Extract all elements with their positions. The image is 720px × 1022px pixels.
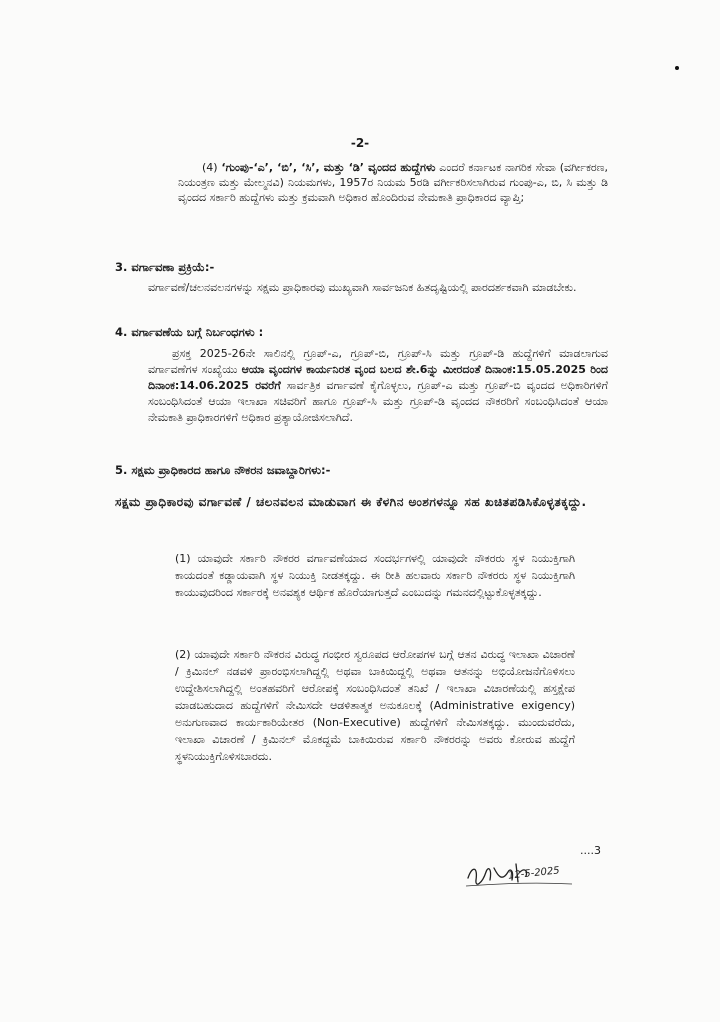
item-4-text: ಎಂದರೆ ಕರ್ನಾಟಕ ನಾಗರಿಕ ಸೇವಾ (ವರ್ಗೀಕರಣ, ನಿಯಂತ್ರಣ ಮತ್ತು ಮೇಲ್ಮನವಿ) ನಿಯಮಗಳು, 1957ರ ನಿಯಮ 5ರಡಿ ವರ್ಗೀಕರಿಸಲಾಗಿರುವ ಗುಂಪು-ಎ, ಬಿ, ಸಿ ಮತ್ತು ಡಿ ವೃಂದದ ಸರ್ಕಾರಿ ಹುದ್ದೆಗಳು ಮತ್ತು ಕ್ರಮವಾಗಿ ಅಧಿಕಾರ ಹೊಂದಿರುವ ನೇಮಕಾತಿ ಪ್ರಾಧಿಕಾರದ ವ್ಯಾಪ್ತಿ; [178, 161, 609, 204]
signature-date: 12-5-2025 [507, 865, 561, 882]
section-4-text-a: ಪ್ರಸಕ್ತ 2025-26ನೇ ಸಾಲಿನಲ್ಲಿ ಗ್ರೂಪ್-ಎ, ಗ್ರೂಪ್-ಬಿ, ಗ್ರೂಪ್-ಸಿ ಮತ್ತು ಗ್ರೂಪ್-ಡಿ ಹುದ್ದೆಗಳಿಗೆ ಮಾಡಲಾಗುವ ವರ್ಗಾವಣೆಗಳ ಸಂಖ್ಯೆಯು [148, 347, 608, 376]
section-3-heading: 3. ವರ್ಗಾವಣಾ ಪ್ರಕ್ರಿಯೆ:- [115, 260, 215, 274]
page-number: -2- [350, 136, 370, 150]
section-5-intro: ಸಕ್ಷಮ ಪ್ರಾಧಿಕಾರವು ವರ್ಗಾವಣೆ / ಚಲನವಲನ ಮಾಡುವಾಗ ಈ ಕೆಳಗಿನ ಅಂಶಗಳನ್ನೂ ಸಹ ಖಚಿತಪಡಿಸಿಕೊಳ್ಳತಕ್ಕದ್ದು. [115, 495, 587, 509]
item-4-title: ‘ಗುಂಪು-‘ಎ’, ‘ಬಿ’, ‘ಸಿ’, ಮತ್ತು ‘ಡಿ’ ವೃಂದದ ಹುದ್ದೆಗಳು [221, 161, 436, 174]
item-4-paragraph [178, 160, 608, 205]
section-5-heading: 5. ಸಕ್ಷಮ ಪ್ರಾಧಿಕಾರದ ಹಾಗೂ ನೌಕರನ ಜವಾಬ್ದಾರಿಗಳು:- [115, 463, 331, 477]
speck-mark [675, 66, 679, 70]
item-4-number: (4) [202, 161, 218, 174]
section-4-heading: 4. ವರ್ಗಾವಣೆಯ ಬಗ್ಗೆ ನಿರ್ಬಂಧಗಳು : [115, 325, 264, 339]
section-5-point-1: (1) ಯಾವುದೇ ಸರ್ಕಾರಿ ನೌಕರರ ವರ್ಗಾವಣೆಯಾದ ಸಂದರ್ಭಗಳಲ್ಲಿ ಯಾವುದೇ ನೌಕರರು ಸ್ಥಳ ನಿಯುಕ್ತಿಗಾಗಿ ಕಾಯದಂತೆ ಕಡ್ಡಾಯವಾಗಿ ಸ್ಥಳ ನಿಯುಕ್ತಿ ನೀಡತಕ್ಕದ್ದು. ಈ ರೀತಿ ಹಲವಾರು ಸರ್ಕಾರಿ ನೌಕರರು ಸ್ಥಳ ನಿಯುಕ್ತಿಗಾಗಿ ಕಾಯುವುದರಿಂದ ಸರ್ಕಾರಕ್ಕೆ ಅನವಶ್ಯಕ ಆರ್ಥಿಕ ಹೊರೆಯಾಗುತ್ತದೆ ಎಂಬುದನ್ನು ಗಮನದಲ್ಲಿಟ್ಟುಕೊಳ್ಳತಕ್ಕದ್ದು. [175, 552, 575, 599]
section-4-text-b: ಸಾರ್ವತ್ರಿಕ ವರ್ಗಾವಣೆ ಕೈಗೊಳ್ಳಲು, ಗ್ರೂಪ್-ಎ ಮತ್ತು ಗ್ರೂಪ್-ಬಿ ವೃಂದದ ಅಧಿಕಾರಿಗಳಿಗೆ ಸಂಬಂಧಿಸಿದಂತೆ ಆಯಾ ಇಲಾಖಾ ಸಚಿವರಿಗೆ ಹಾಗೂ ಗ್ರೂಪ್-ಸಿ ಮತ್ತು ಗ್ರೂಪ್-ಡಿ ವೃಂದದ ನೌಕರರಿಗೆ ಸಂಬಂಧಿಸಿದಂತೆ ಆಯಾ ನೇಮಕಾತಿ ಪ್ರಾಧಿಕಾರಗಳಿಗೆ ಅಧಿಕಾರ ಪ್ರತ್ಯಾಯೋಜಿಸಲಾಗಿದೆ. [148, 379, 608, 424]
section-4-paragraph [148, 346, 608, 426]
section-4-text-bold: ಆಯಾ ವೃಂದಗಳ ಕಾರ್ಯನಿರತ ವೃಂದ ಬಲದ ಶೇ.6ನ್ನು ಮೀರದಂತೆ ದಿನಾಂಕ:15.05.2025 ರಿಂದ ದಿನಾಂಕ:14.06.2025 ರವರೆಗೆ [148, 363, 609, 392]
section-5-point-2: (2) ಯಾವುದೇ ಸರ್ಕಾರಿ ನೌಕರನ ವಿರುದ್ಧ ಗಂಭೀರ ಸ್ವರೂಪದ ಆರೋಪಗಳ ಬಗ್ಗೆ ಆತನ ವಿರುದ್ಧ ಇಲಾಖಾ ವಿಚಾರಣೆ / ಕ್ರಿಮಿನಲ್ ನಡವಳಿ ಪ್ರಾರಂಭಿಸಲಾಗಿದ್ದಲ್ಲಿ ಅಥವಾ ಬಾಕಿಯಿದ್ದಲ್ಲಿ ಅಥವಾ ಆತನನ್ನು ಅಭಿಯೋಜನೆಗೊಳಿಸಲು ಉದ್ದೇಶಿಸಲಾಗಿದ್ದಲ್ಲಿ ಅಂತಹವರಿಗೆ ಆರೋಪಕ್ಕೆ ಸಂಬಂಧಿಸಿದಂತೆ ತನಿಖೆ / ಇಲಾಖಾ ವಿಚಾರಣೆಯಲ್ಲಿ ಹಸ್ತಕ್ಷೇಪ ಮಾಡಬಹುದಾದ ಹುದ್ದೆಗಳಿಗೆ ನೇಮಿಸದೇ ಆಡಳಿತಾತ್ಮಕ ಅನುಕೂಲಕ್ಕೆ (Administrative exigency) ಅನುಗುಣವಾದ ಕಾರ್ಯಕಾರಿಯೇತರ (Non-Executive) ಹುದ್ದೆಗಳಿಗೆ ನೇಮಿಸತಕ್ಕದ್ದು. ಮುಂದುವರೆದು, ಇಲಾಖಾ ವಿಚಾರಣೆ / ಕ್ರಿಮಿನಲ್ ಮೊಕದ್ದಮೆ ಬಾಕಿಯಿರುವ ಸರ್ಕಾರಿ ನೌಕರರನ್ನು ಅವರು ಕೋರುವ ಹುದ್ದೆಗೆ ಸ್ಥಳನಿಯುಕ್ತಿಗೊಳಿಸಬಾರದು. [175, 648, 575, 763]
section-3-text: ವರ್ಗಾವಣೆ/ಚಲನವಲನಗಳನ್ನು ಸಕ್ಷಮ ಪ್ರಾಧಿಕಾರವು ಮುಖ್ಯವಾಗಿ ಸಾರ್ವಜನಿಕ ಹಿತದೃಷ್ಟಿಯಲ್ಲಿ ಪಾರದರ್ಶಕವಾಗಿ ಮಾಡಬೇಕು. [148, 281, 577, 294]
continuation-marker: ....3 [580, 844, 601, 857]
